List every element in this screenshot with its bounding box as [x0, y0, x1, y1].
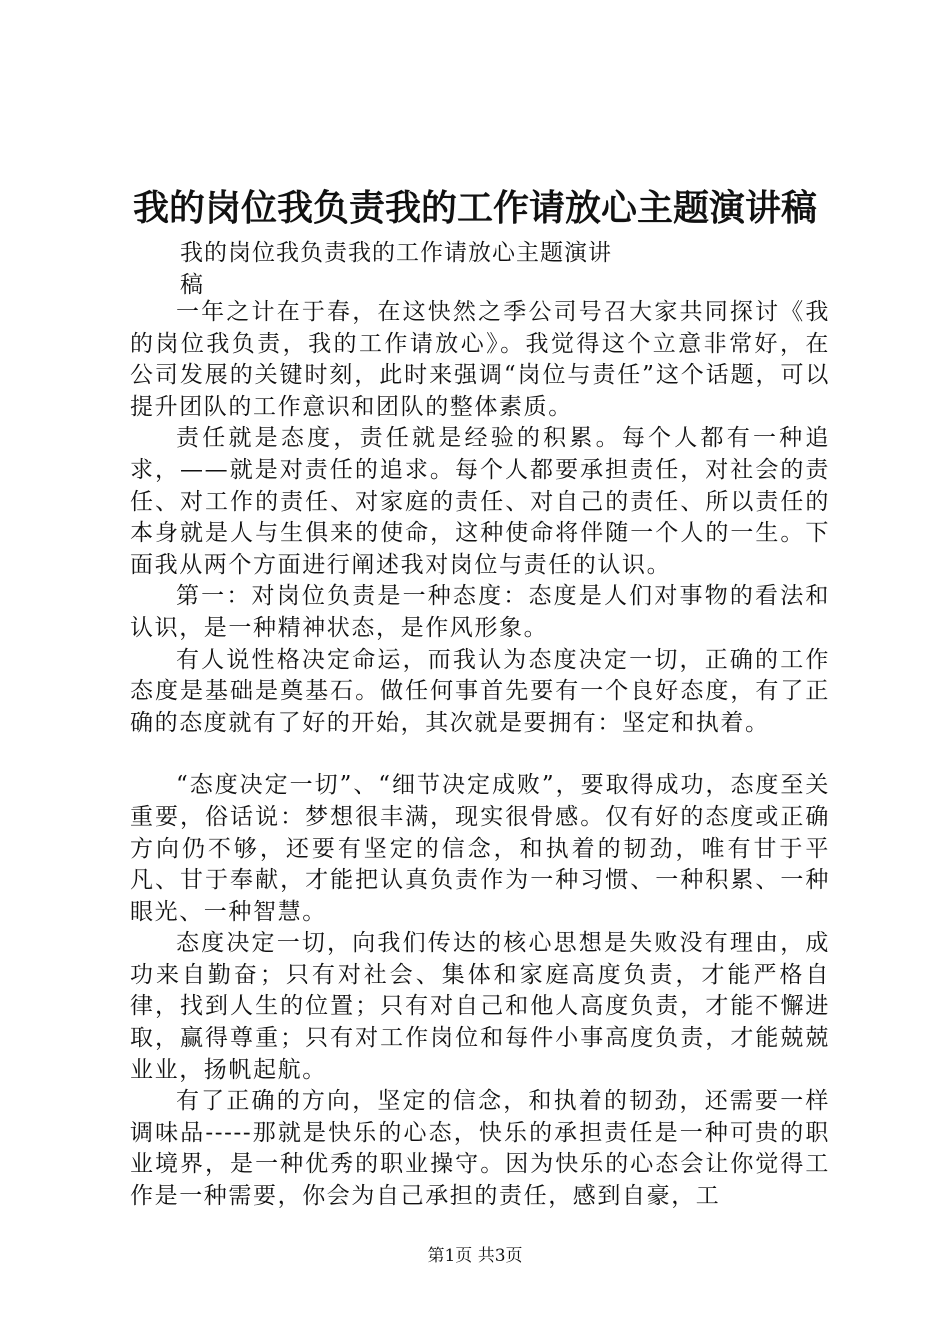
- paragraph-4: 有人说性格决定命运，而我认为态度决定一切，正确的工作态度是基础是奠基石。做任何事首先要有一个良好态度，有了正确的态度就有了好的开始，其次就是要拥有：坚定和执着。: [130, 646, 830, 736]
- subtitle-line-1: 我的岗位我负责我的工作请放心主题演讲: [180, 240, 612, 266]
- paragraph-2: 责任就是态度，责任就是经验的积累。每个人都有一种追求，——就是对责任的追求。每个人都要承担责任，对社会的责任、对工作的责任、对家庭的责任、对自己的责任、所以责任的本身就是人与生俱来的使命，这种使命将伴随一个人的一生。下面我从两个方面进行阐述我对岗位与责任的认识。: [130, 425, 830, 578]
- paragraph-6: 态度决定一切，向我们传达的核心思想是失败没有理由，成功来自勤奋；只有对社会、集体和家庭高度负责，才能严格自律，找到人生的位置；只有对自己和他人高度负责，才能不懈进取，赢得尊重；只有对工作岗位和每件小事高度负责，才能兢兢业业，扬帆起航。: [130, 930, 830, 1083]
- document-subtitle: [180, 237, 660, 301]
- document-title: 我的岗位我负责我的工作请放心主题演讲稿: [132, 187, 817, 229]
- paragraph-1: 一年之计在于春，在这快然之季公司号召大家共同探讨《我的岗位我负责，我的工作请放心》。我觉得这个立意非常好，在公司发展的关键时刻，此时来强调“岗位与责任”这个话题，可以提升团队的工作意识和团队的整体素质。: [130, 299, 830, 420]
- paragraph-3: 第一：对岗位负责是一种态度：态度是人们对事物的看法和认识，是一种精神状态，是作风形象。: [130, 583, 830, 641]
- subtitle-line-2: 稿: [180, 272, 204, 298]
- paragraph-5: “态度决定一切”、“细节决定成败”，要取得成功，态度至关重要，俗话说：梦想很丰满，现实很骨感。仅有好的态度或正确方向仍不够，还要有坚定的信念，和执着的韧劲，唯有甘于平凡、甘于奉献，才能把认真负责作为一种习惯、一种积累、一种眼光、一种智慧。: [130, 772, 830, 925]
- paragraph-7: 有了正确的方向，坚定的信念，和执着的韧劲，还需要一样调味品-----那就是快乐的心态，快乐的承担责任是一种可贵的职业境界，是一种优秀的职业操守。因为快乐的心态会让你觉得工作是一种需要，你会为自己承担的责任，感到自豪，工: [130, 1088, 830, 1210]
- page-footer: 第1页 共3页: [427, 1246, 523, 1266]
- document-body: [130, 297, 830, 1213]
